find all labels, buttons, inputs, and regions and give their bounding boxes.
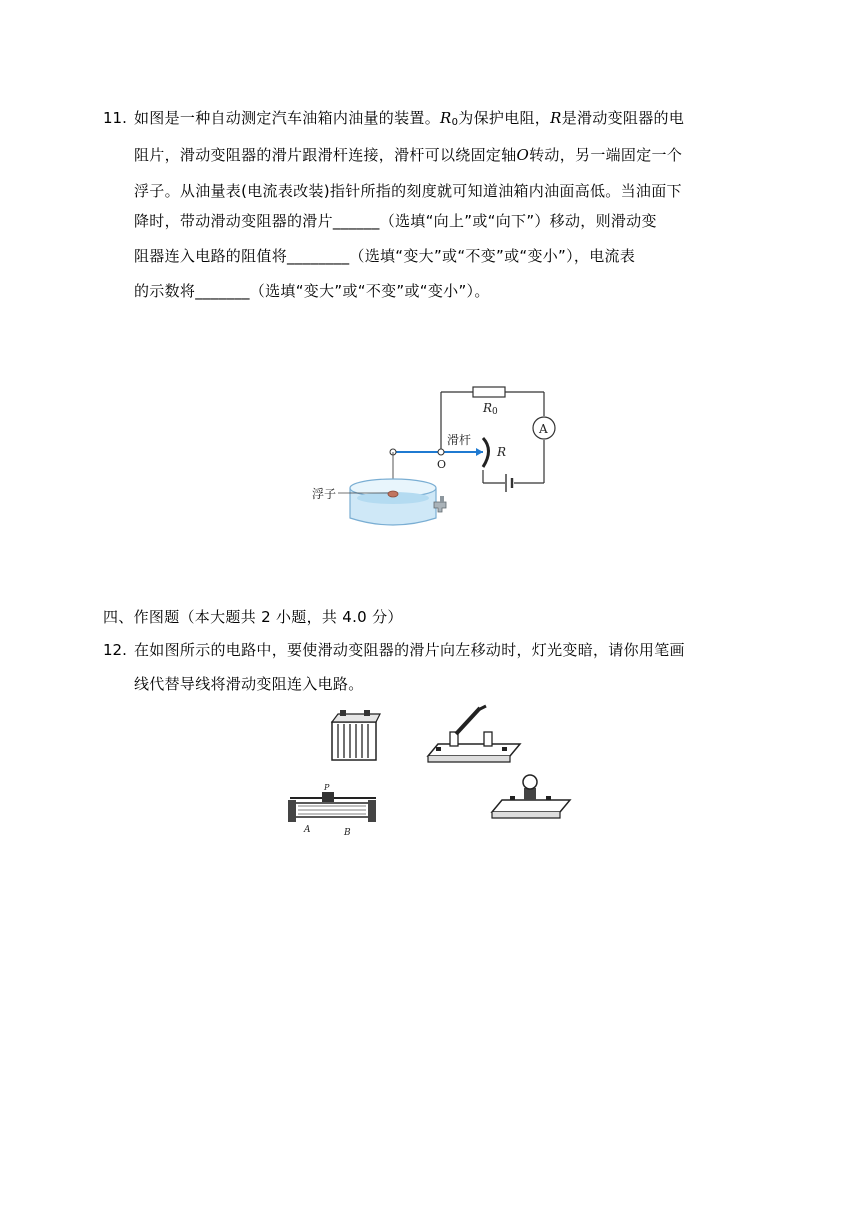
r0-label: R0 [483,401,498,417]
question-11-line-6: 的示数将_______（选填“变大”或“不变”或“变小”）。 [134,282,490,300]
terminal-b-label: B [344,828,351,838]
battery-icon [332,710,380,760]
pivot-label: O [437,458,447,471]
question-11-number: 11. [103,109,127,127]
question-11-line-3: 浮子。从油量表(电流表改装)指针所指的刻度就可知道油箱内油面高低。当油面下 [134,182,682,200]
rheostat-label: R [497,445,507,459]
rheostat-arc [483,438,489,467]
float-label: 浮子 [312,487,337,501]
question-12-line-2: 线代替导线将滑动变阻连入电路。 [134,675,364,693]
question-11-line-4: 降时，带动滑动变阻器的滑片______（选填“向上”或“向下”）移动，则滑动变 [134,212,657,230]
question-12-line-1: 在如图所示的电路中，要使滑动变阻器的滑片向左移动时，灯光变暗，请你用笔画 [134,641,685,659]
knife-switch-icon [428,706,520,762]
section-4-title: 四、作图题（本大题共 2 小题，共 4.0 分） [103,608,403,626]
question-11-line-5: 阻器连入电路的阻值将________（选填“变大”或“不变”或“变小”），电流表 [134,247,636,265]
r0-resistor [473,387,505,397]
ammeter-label: A [539,422,548,436]
rod-label: 滑杆 [447,433,472,447]
light-bulb-icon [492,775,570,818]
oil-gauge-circuit-figure [300,380,570,540]
circuit-components-figure [280,700,580,850]
sliding-rheostat-icon [288,783,376,838]
slider-p-label: P [324,783,330,792]
question-12-number: 12. [103,641,127,659]
question-11-line-1: 如图是一种自动测定汽车油箱内油量的装置。$R_0$为保护电阻，R是滑动变阻器的电 [134,109,685,128]
terminal-a-label: A [304,825,311,835]
question-11-line-2: 阻片，滑动变阻器的滑片跟滑杆连接，滑杆可以绕固定轴O转动，另一端固定一个 [134,146,683,164]
float [388,491,398,497]
